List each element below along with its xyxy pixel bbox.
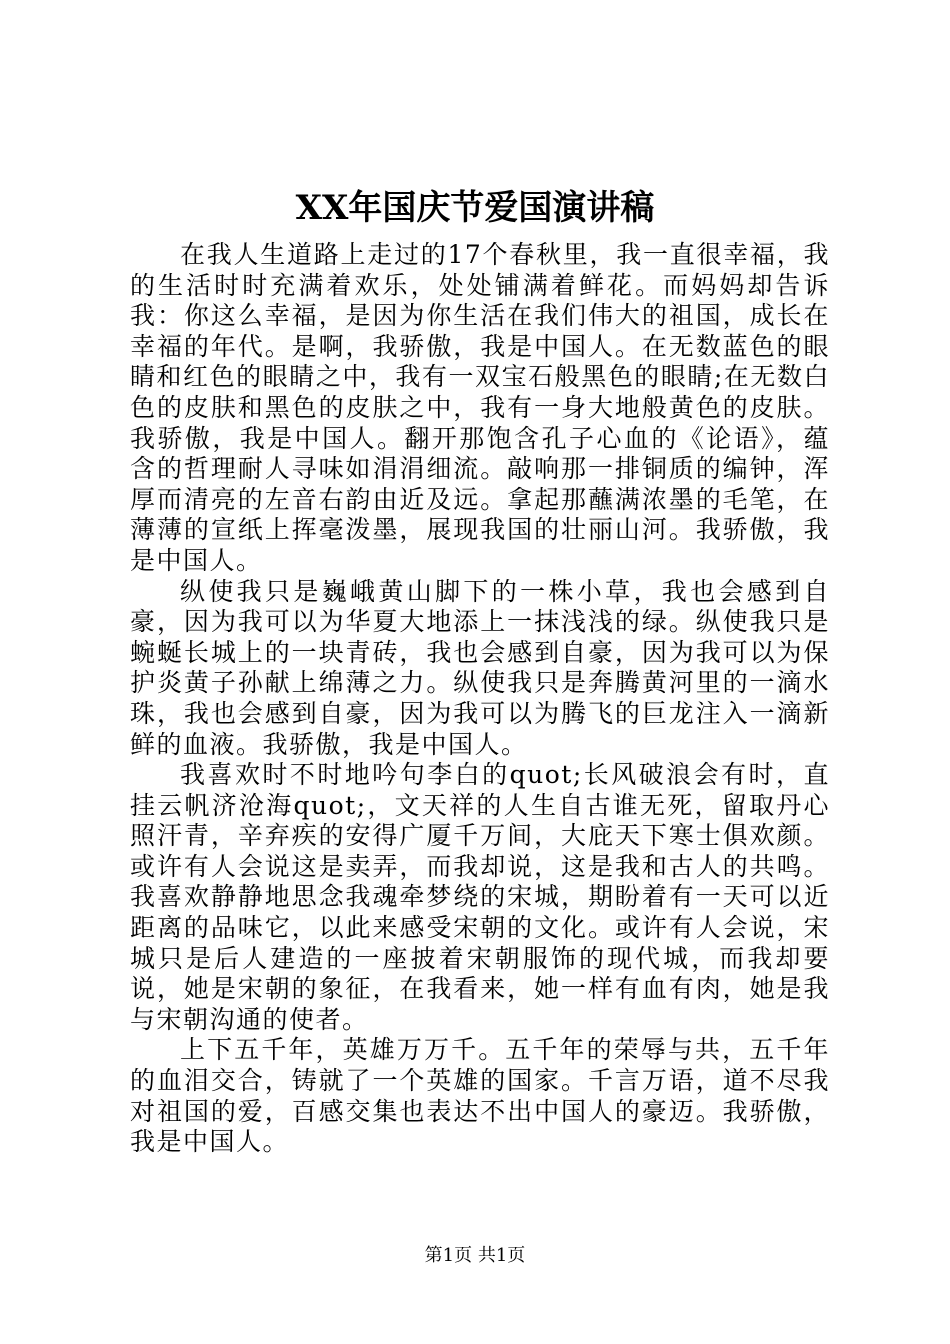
paragraph-2: 纵使我只是巍峨黄山脚下的一株小草，我也会感到自豪，因为我可以为华夏大地添上一抹浅浅的绿。纵使我只是蜿蜒长城上的一块青砖，我也会感到自豪，因为我可以为保护炎黄子孙献上绵薄之力。纵使我只是奔腾黄河里的一滴水珠，我也会感到自豪，因为我可以为腾飞的巨龙注入一滴新鲜的血液。我骄傲，我是中国人。 xyxy=(130,576,830,759)
paragraph-1: 在我人生道路上走过的17个春秋里，我一直很幸福，我的生活时时充满着欢乐，处处铺满着鲜花。而妈妈却告诉我：你这么幸福，是因为你生活在我们伟大的祖国，成长在幸福的年代。是啊，我骄傲，我是中国人。在无数蓝色的眼睛和红色的眼睛之中，我有一双宝石般黑色的眼睛;在无数白色的皮肤和黑色的皮肤之中，我有一身大地般黄色的皮肤。我骄傲，我是中国人。翻开那饱含孔子心血的《论语》，蕴含的哲理耐人寻味如涓涓细流。敲响那一排铜质的编钟，浑厚而清亮的左音右韵由近及远。拿起那蘸满浓墨的毛笔，在薄薄的宣纸上挥毫泼墨，展现我国的壮丽山河。我骄傲，我是中国人。 xyxy=(130,240,830,575)
page-footer: 第1页 共1页 xyxy=(424,1245,526,1266)
paragraph-3: 我喜欢时不时地吟句李白的quot;长风破浪会有时，直挂云帆济沧海quot;，文天祥的人生自古谁无死，留取丹心照汗青，辛弃疾的安得广厦千万间，大庇天下寒士俱欢颜。或许有人会说这是卖弄，而我却说，这是我和古人的共鸣。我喜欢静静地思念我魂牵梦绕的宋城，期盼着有一天可以近距离的品味它，以此来感受宋朝的文化。或许有人会说，宋城只是后人建造的一座披着宋朝服饰的现代城，而我却要说，她是宋朝的象征，在我看来，她一样有血有肉，她是我与宋朝沟通的使者。 xyxy=(130,760,830,1034)
paragraph-4: 上下五千年，英雄万万千。五千年的荣辱与共，五千年的血泪交合，铸就了一个英雄的国家。千言万语，道不尽我对祖国的爱，百感交集也表达不出中国人的豪迈。我骄傲，我是中国人。 xyxy=(130,1035,830,1157)
document-body xyxy=(130,240,830,1158)
document-title: XX年国庆节爱国演讲稿 xyxy=(295,188,655,228)
